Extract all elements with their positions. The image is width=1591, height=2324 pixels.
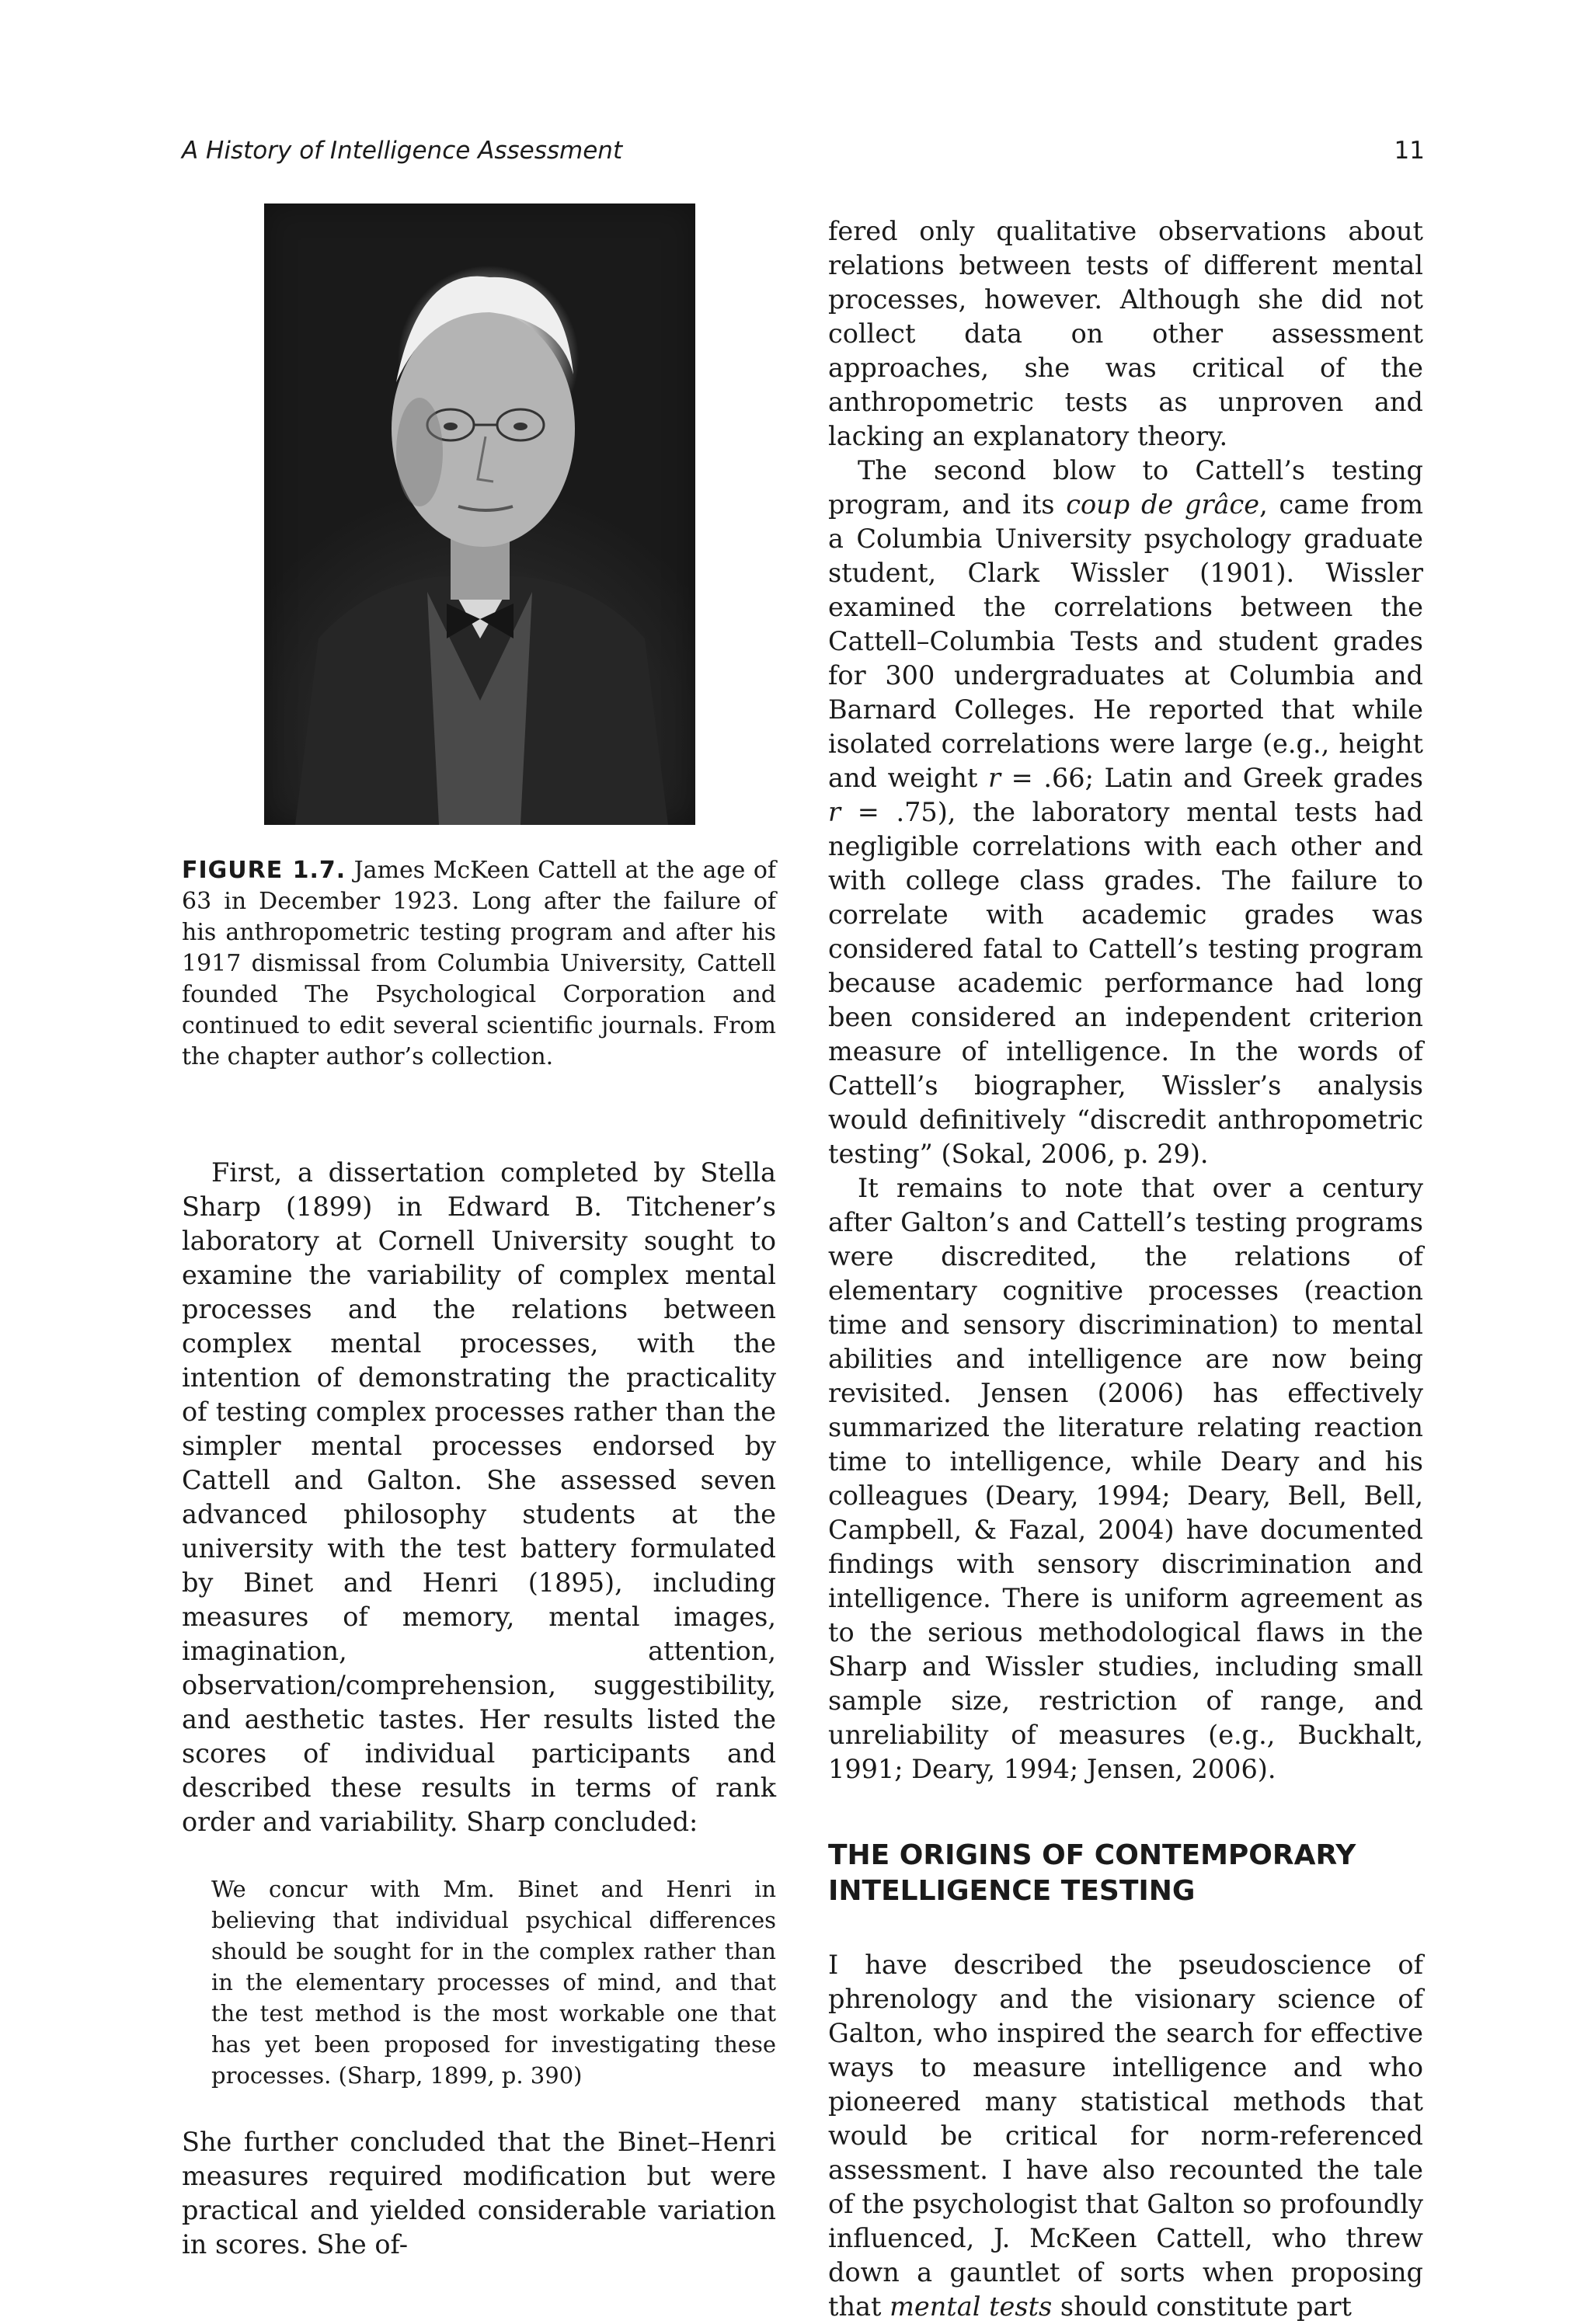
body-paragraph: [828, 454, 1423, 1171]
text-run: = .75), the laboratory mental tests had negligible correlations with each other and with college class grades. The failure to correlate with academic grades was considered fatal to Cattell’s testing program because academic performance had long been considered an independent criterion measure of intelligence. In the words of Cattell’s biographer, Wissler’s analysis would definitively “discredit anthropometric testing” (Sokal, 2006, p. 29).: [828, 797, 1423, 1169]
text-run: I have described the pseudoscience of phrenology and the visionary science of Galton, who inspired the search for effective ways to measure intelligence and who pioneered many statistical methods that would be critical for norm-referenced assessment. I have also recounted the tale of the psychologist that Galton so profoundly influenced, J. McKeen Cattell, who threw down a gauntlet of sorts when proposing that: [828, 1950, 1424, 2322]
italic-phrase: mental tests: [889, 2291, 1053, 2322]
text-run: = .66; Latin and Greek grades: [1000, 763, 1423, 793]
figure-label: FIGURE 1.7.: [182, 857, 346, 884]
cattell-portrait-photo: [264, 204, 695, 825]
section-heading: [828, 1838, 1423, 1909]
italic-phrase: coup de grâce: [1066, 489, 1260, 520]
running-head: [182, 137, 1425, 176]
heading-line: THE ORIGINS OF CONTEMPORARY: [828, 1839, 1356, 1871]
portrait-drawing: [264, 204, 695, 825]
body-paragraph: It remains to note that over a century after Galton’s and Cattell’s testing programs were discredited, the relations of elementary cognitive processes (reaction time and sensory discrimination) to mental abilities and intelligence are now being revisited. Jensen (2006) has effectively summarized the literature relating reaction time to intelligence, while Deary and his colleagues (Deary, 1994; Deary, Bell, Bell, Campbell, & Fazal, 2004) have documented findings with sensory discrimination and intelligence. There is uniform agreement as to the serious methodological flaws in the Sharp and Wissler studies, including small sample size, restriction of range, and unreliability of measures (e.g., Buckhalt, 1991; Deary, 1994; Jensen, 2006).: [828, 1173, 1423, 1784]
body-paragraph: First, a dissertation completed by Stella Sharp (1899) in Edward B. Titchener’s laboratory at Cornell University sought to examine the variability of complex mental processes and the relations between complex mental processes, with the intention of demonstrating the practicality of testing complex processes rather than the simpler mental processes endorsed by Cattell and Galton. She assessed seven advanced philosophy students at the university with the test battery formulated by Binet and Henri (1895), including measures of memory, mental images, imagination, attention, observation/comprehension, suggestibility, and aesthetic tastes. Her results listed the scores of individual participants and described these results in terms of rank order and variability. Sharp concluded:: [182, 1157, 776, 1837]
body-paragraph: [828, 1948, 1423, 2324]
italic-symbol: r: [828, 797, 841, 827]
text-run: , came from a Columbia University psychology graduate student, Clark Wissler (1901). Wissler examined the correlations between the Cattell–Columbia Tests and student grades for 300 undergraduates at Columbia and Barnard Colleges. He reported that while isolated correlations were large (e.g., height and weight: [828, 489, 1423, 793]
right-column: [828, 214, 1423, 2324]
text-run: The second blow to Cattell’s testing program, and its: [828, 455, 1423, 520]
heading-line: INTELLIGENCE TESTING: [828, 1875, 1196, 1907]
figure-caption: [182, 855, 776, 1073]
block-quote: We concur with Mm. Binet and Henri in believing that individual psychical differences should be sought for in the complex rather than in the elementary processes of mind, and that the test method is the most workable one that has yet been proposed for investigating these processes. (Sharp, 1899, p. 390): [211, 1876, 776, 2089]
text-run: should constitute part: [1052, 2291, 1352, 2322]
body-paragraph: She further concluded that the Binet–Henri measures required modification but were practical and yielded considerable variation in scores. She of-: [182, 2127, 776, 2260]
italic-symbol: r: [987, 763, 1001, 793]
page-number: 11: [1394, 137, 1425, 165]
left-column: [182, 1156, 776, 2262]
figure-caption-text: James McKeen Cattell at the age of 63 in December 1923. Long after the failure of his anthropometric testing program and after his 1917 dismissal from Columbia University, Cattell founded The Psychological Corporation and continued to edit several scientific journals. From the chapter author’s collection.: [182, 857, 776, 1070]
body-paragraph: fered only qualitative observations about relations between tests of different mental processes, however. Although she did not collect data on other assessment approaches, she was critical of the anthropometric tests as unproven and lacking an explanatory theory.: [828, 216, 1423, 451]
running-title: A History of Intelligence Assessment: [182, 137, 623, 165]
